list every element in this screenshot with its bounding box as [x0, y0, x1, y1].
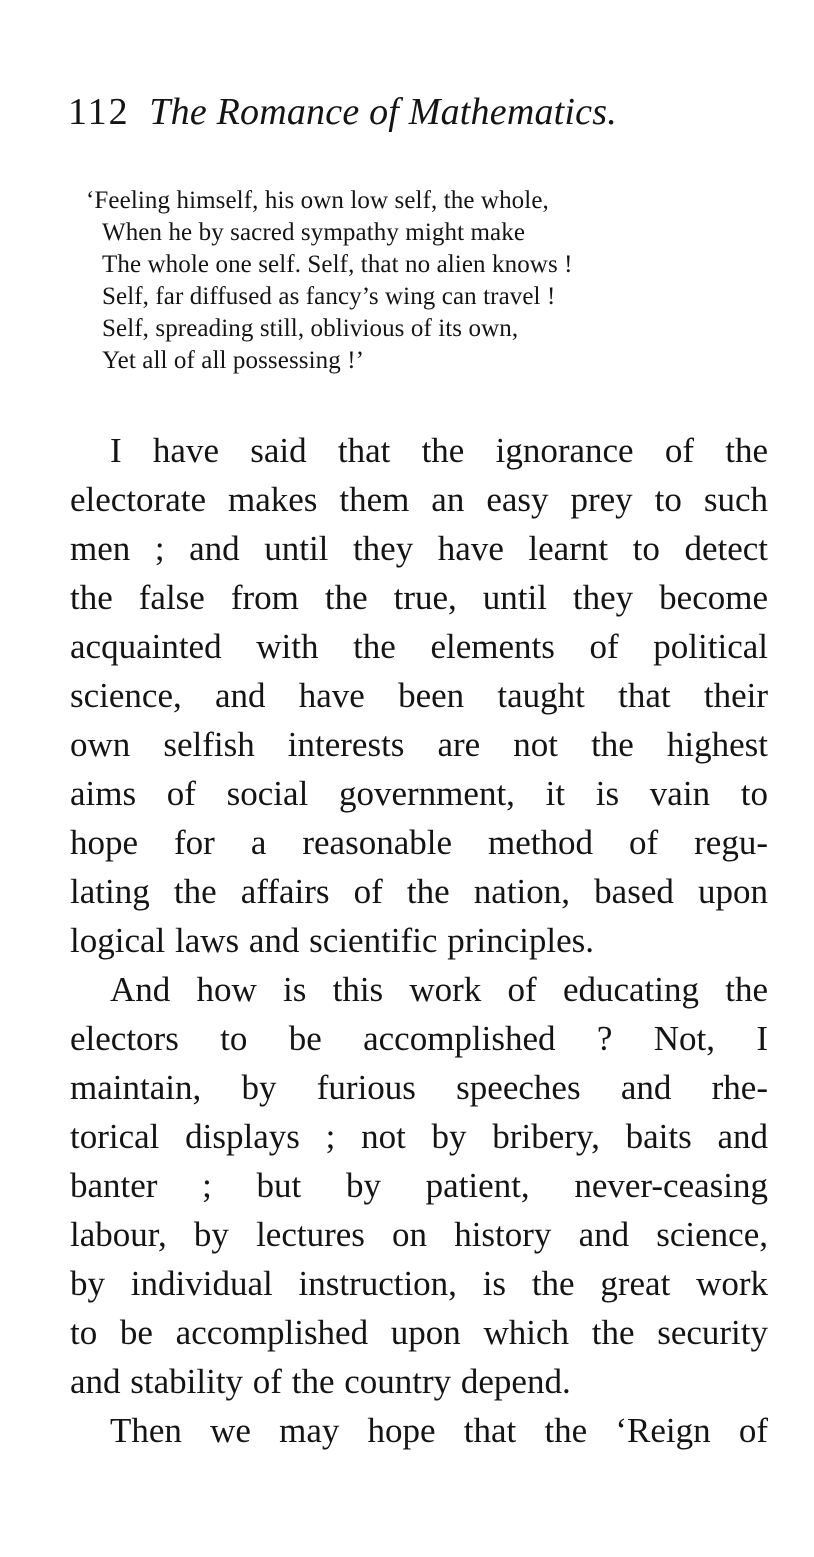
text-line: aims of social government, it is vain to	[70, 774, 768, 813]
verse-line: The whole one self. Self, that no alien knows !	[102, 251, 573, 278]
text-line: electorate makes them an easy prey to such	[70, 480, 768, 519]
verse-line: Yet all of all possessing !’	[102, 347, 365, 374]
paragraph-3	[70, 1406, 768, 1455]
paragraph-2	[70, 965, 768, 1406]
text-line: to be accomplished upon which the security	[70, 1313, 768, 1352]
verse-line: Self, far diffused as fancy’s wing can travel !	[102, 283, 556, 310]
text-line: lating the affairs of the nation, based upon	[70, 872, 768, 911]
text-line: hope for a reasonable method of regu-	[70, 823, 768, 862]
book-title: The Romance of Mathematics.	[149, 91, 617, 133]
text-line: by individual instruction, is the great work	[70, 1264, 768, 1303]
text-line: electors to be accomplished ? Not, I	[70, 1019, 768, 1058]
page-number: 112	[68, 91, 130, 133]
verse-quotation	[86, 185, 776, 377]
verse-line: When he by sacred sympathy might make	[102, 219, 526, 246]
text-line: men ; and until they have learnt to detect	[70, 529, 768, 568]
text-line: own selfish interests are not the highest	[70, 725, 768, 764]
text-line: maintain, by furious speeches and rhe-	[70, 1068, 768, 1107]
text-line: And how is this work of educating the	[110, 970, 768, 1009]
text-line: logical laws and scientific principles.	[70, 921, 594, 960]
text-line: the false from the true, until they become	[70, 578, 768, 617]
verse-line: ‘Feeling himself, his own low self, the whole,	[86, 187, 549, 214]
running-head	[68, 88, 758, 136]
text-line: science, and have been taught that their	[70, 676, 768, 715]
text-line: Then we may hope that the ‘Reign of	[110, 1411, 768, 1450]
paragraph-1	[70, 426, 768, 965]
text-line: banter ; but by patient, never-ceasing	[70, 1166, 768, 1205]
text-line: acquainted with the elements of political	[70, 627, 768, 666]
text-line: labour, by lectures on history and science,	[70, 1215, 768, 1254]
text-line: torical displays ; not by bribery, baits and	[70, 1117, 768, 1156]
text-line: I have said that the ignorance of the	[110, 431, 768, 470]
verse-line: Self, spreading still, oblivious of its own,	[102, 315, 519, 342]
text-line: and stability of the country depend.	[70, 1362, 571, 1401]
body-text	[70, 426, 768, 1455]
